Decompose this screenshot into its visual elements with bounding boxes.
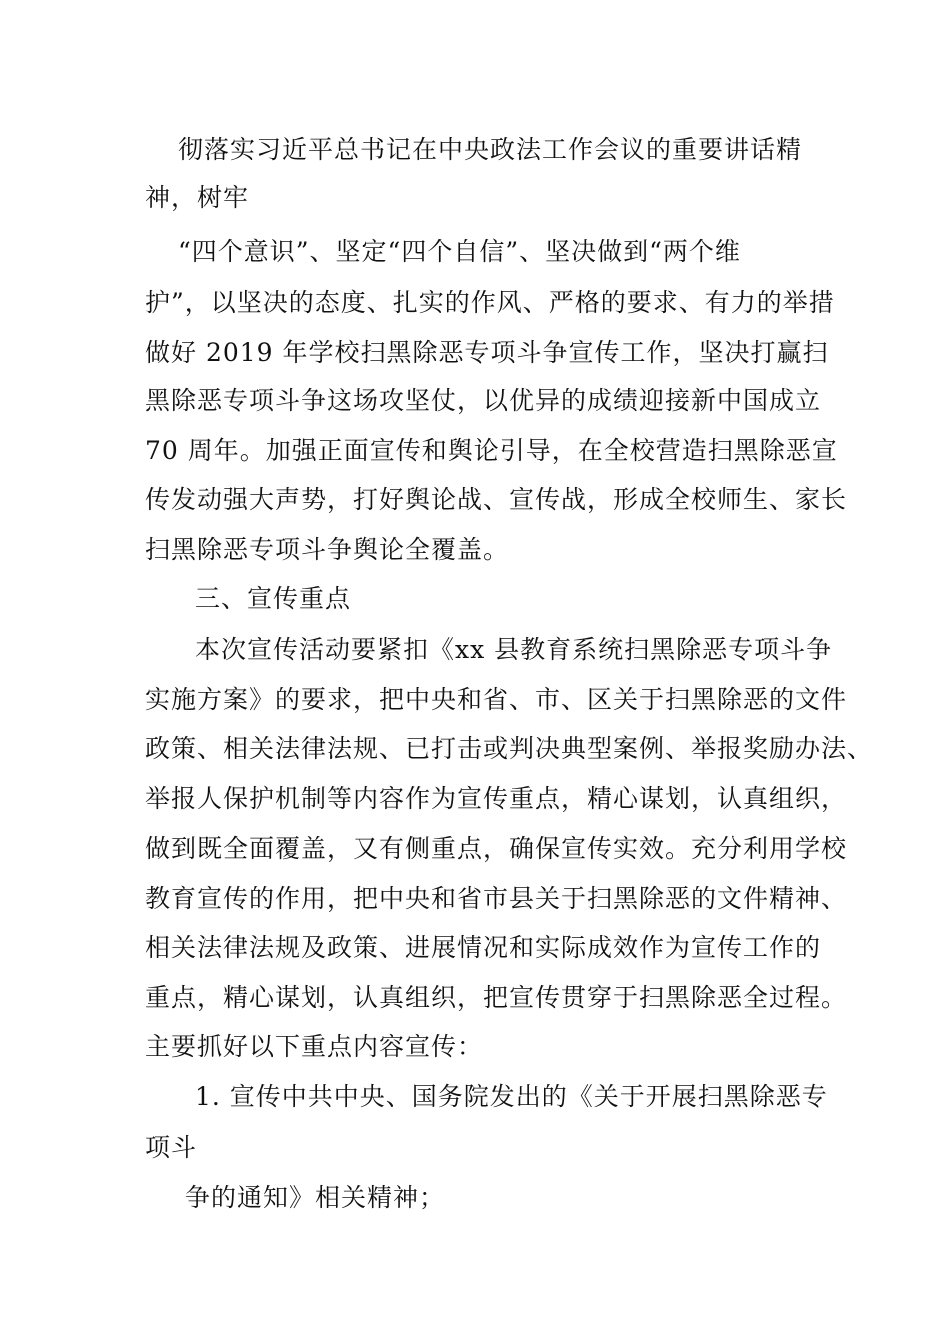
paragraph-line: 相关法律法规及政策、进展情况和实际成效作为宣传工作的: [145, 933, 822, 962]
paragraph-line: “四个意识”、坚定“四个自信”、坚决做到“两个维: [178, 237, 741, 266]
list-item: 1. 宣传中共中央、国务院发出的《关于开展扫黑除恶专: [195, 1082, 828, 1111]
paragraph-line: 做到既全面覆盖，又有侧重点，确保宣传实效。充分利用学校: [145, 834, 848, 863]
paragraph-line: 重点，精心谋划，认真组织，把宣传贯穿于扫黑除恶全过程。: [145, 983, 848, 1012]
paragraph-line: 扫黑除恶专项斗争舆论全覆盖。: [145, 535, 510, 564]
paragraph-line: 主要抓好以下重点内容宣传：: [145, 1032, 484, 1061]
paragraph-line: 教育宣传的作用，把中央和省市县关于扫黑除恶的文件精神、: [145, 884, 848, 913]
paragraph-line: 项斗: [145, 1133, 198, 1162]
paragraph-line: 彻落实习近平总书记在中央政法工作会议的重要讲话精: [178, 135, 803, 164]
paragraph-line: 做好 2019 年学校扫黑除恶专项斗争宣传工作，坚决打赢扫: [145, 338, 829, 367]
paragraph-line: 争的通知》相关精神；: [185, 1183, 446, 1212]
paragraph-line: 70 周年。加强正面宣传和舆论引导，在全校营造扫黑除恶宣: [145, 436, 838, 465]
paragraph-line: 神，树牢: [145, 183, 250, 212]
paragraph-line: 实施方案》的要求，把中央和省、市、区关于扫黑除恶的文件: [145, 685, 848, 714]
paragraph-line: 护”，以坚决的态度、扎实的作风、严格的要求、有力的举措: [145, 288, 835, 317]
section-heading: 三、宣传重点: [195, 584, 352, 613]
paragraph-line: 传发动强大声势，打好舆论战、宣传战，形成全校师生、家长: [145, 485, 848, 514]
paragraph-line: 本次宣传活动要紧扣《xx 县教育系统扫黑除恶专项斗争: [195, 635, 833, 664]
paragraph-line: 政策、相关法律法规、已打击或判决典型案例、举报奖励办法、: [145, 734, 874, 763]
paragraph-line: 黑除恶专项斗争这场攻坚仗，以优异的成绩迎接新中国成立: [145, 386, 822, 415]
paragraph-line: 举报人保护机制等内容作为宣传重点，精心谋划，认真组织，: [145, 784, 848, 813]
